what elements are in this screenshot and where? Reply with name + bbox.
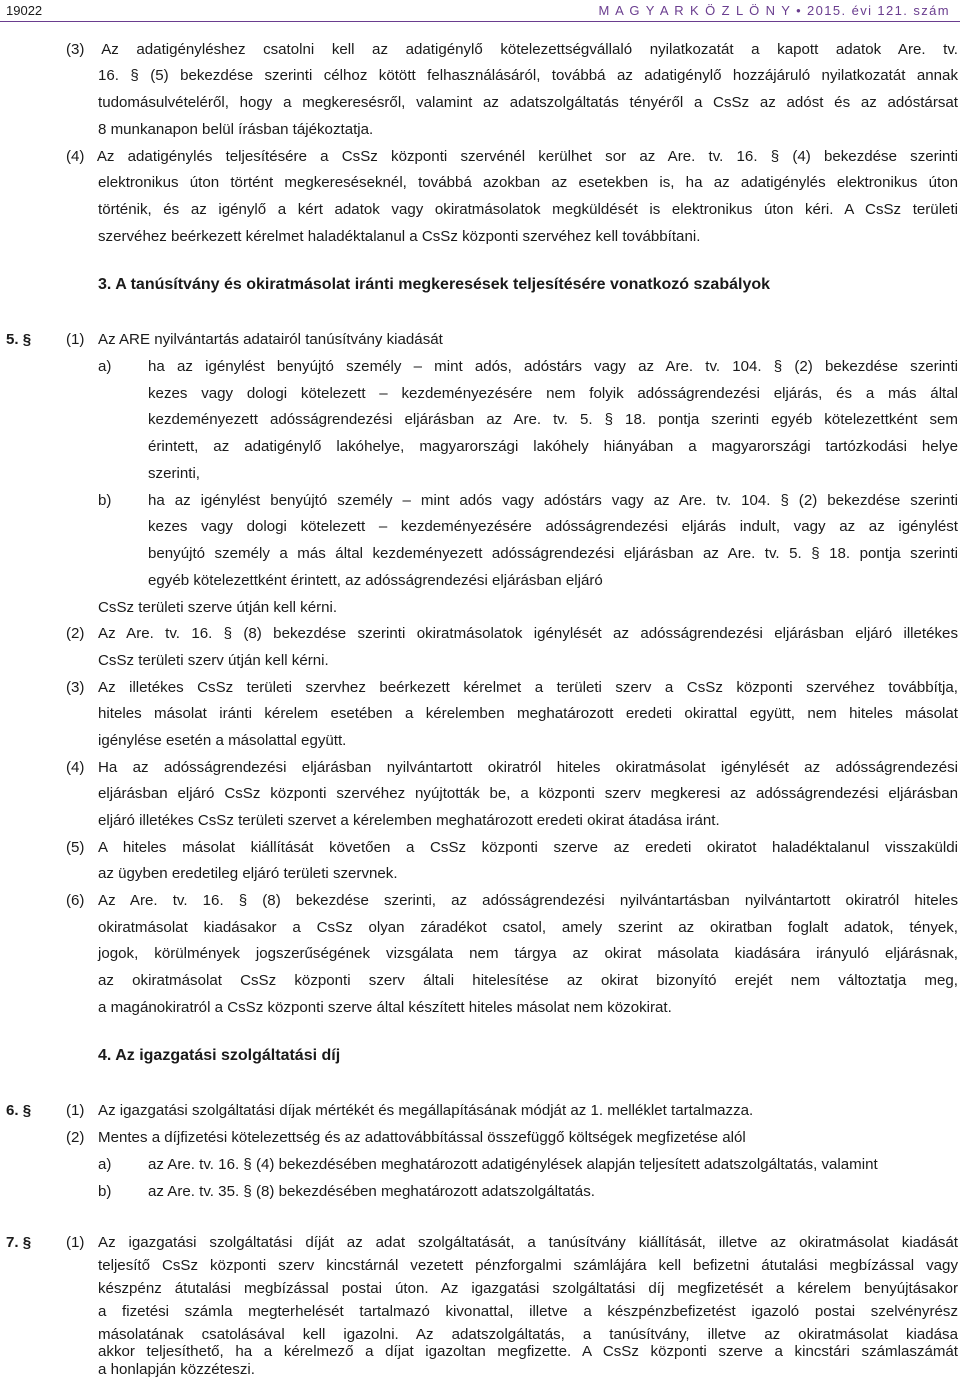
text-line: kezes vagy dologi kötelezett – kezdeményezésére nem folyik adósságrendezési eljárás, és a más által <box>148 385 958 402</box>
text-line: kezes vagy dologi kötelezett – kezdeményezésére adósságrendezési eljárás indult, vagy az az igénylést <box>148 518 958 535</box>
point-label: b) <box>98 492 112 509</box>
text-line: történik, és az igénylő a kért adatok vagy okiratmásolatok megküldését is elektronikus úton kéri. A CsSz területi <box>98 201 958 218</box>
page-header <box>0 0 960 22</box>
paragraph-number: (1) <box>66 331 85 348</box>
text-line: kezdeményezett adósságrendezési eljárásban az Are. tv. 5. § 18. pontja szerinti egyéb kötelezettként sem <box>148 411 958 428</box>
text-line: benyújtó személy a más által kezdeményezett adósságrendezési eljárásban az Are. tv. 5. § 18. pontja szerinti <box>148 545 958 562</box>
text-line: (3) Az adatigényléshez csatolni kell az adatigénylő kötelezettségvállaló nyilatkozatát a kapott adatok Are. tv. <box>66 41 958 58</box>
text-line: készpénz átutalási megbízással postai úton. Az igazgatási szolgáltatási díj megfizetését a kérelem benyújtásakor <box>98 1280 958 1297</box>
text-line: érintett, az adatigénylő lakóhelye, magyarországi lakóhely hiányában a magyarországi tartózkodási helye <box>148 438 958 455</box>
text-line: az Are. tv. 35. § (8) bekezdésében meghatározott adatszolgáltatás. <box>148 1183 595 1200</box>
text-line: CsSz területi szerv útján kell kérni. <box>98 652 329 669</box>
text-line: az ügyben eredetileg eljáró területi szervnek. <box>98 865 398 882</box>
text-line: a fizetési számla megterhelését tartalmazó kivonattal, illetve a készpénzbefizetést igazoló postai szelvényrész <box>98 1303 958 1320</box>
text-line: Az Are. tv. 16. § (8) bekezdése szerinti okiratmásolatok igénylését az adósságrendezési eljárásban eljáró illetékes <box>98 625 958 642</box>
text-line: szerinti, <box>148 465 201 482</box>
text-line: tudomásulvételéről, hogy a megkeresésről, valamint az adatszolgáltatás tényéről a CsSz az adóst és az adóstársat <box>98 94 958 111</box>
text-line: okiratmásolat kiadásakor a CsSz olyan záradékot csatol, amely szerint az okiratban foglalt adatok, tények, <box>98 919 958 936</box>
text-line: Az ARE nyilvántartás adatairól tanúsítvány kiadását <box>98 331 443 348</box>
chapter-heading-3: 3. A tanúsítvány és okiratmásolat iránti megkeresések teljesítésére vonatkozó szabályok <box>98 276 771 293</box>
text-line: Az illetékes CsSz területi szervhez beérkezett kérelmet a területi szerv a CsSz központi szervéhez továbbítja, <box>98 679 958 696</box>
section-number: 5. § <box>6 331 32 348</box>
text-line: jogok, körülmények jogszerűségének vizsgálata nem tárgya az okirat másolata kiadására irányuló eljárásnak, <box>98 945 958 962</box>
paragraph-number: (2) <box>66 625 85 642</box>
text-line: az Are. tv. 16. § (4) bekezdésében meghatározott adatigénylések alapján teljesített adatszolgáltatás, valamint <box>148 1156 878 1173</box>
text-line: teljesítő CsSz központi szerv kincstárnál vezetett pénzforgalmi számlájára kell befizetni átutalási megbízással vagy <box>98 1257 958 1274</box>
text-line: CsSz területi szerve útján kell kérni. <box>98 599 338 616</box>
text-line: ha az igénylést benyújtó személy – mint adós, adóstárs vagy az Are. tv. 104. § (2) bekezdése szerinti <box>148 358 958 375</box>
text-line: a honlapján közzéteszi. <box>98 1361 255 1378</box>
paragraph-number: (6) <box>66 892 85 909</box>
chapter-heading-4: 4. Az igazgatási szolgáltatási díj <box>98 1047 341 1064</box>
text-line: szervéhez beérkezett kérelmet haladéktalanul a CsSz központi szervéhez kell továbbítani. <box>98 228 701 245</box>
text-line: Az Are. tv. 16. § (8) bekezdése szerinti, az adósságrendezési nyilvántartásban nyilvántartott okiratról hiteles <box>98 892 958 909</box>
text-line: eljárásban eljáró CsSz központi szervéhez nyújtották be, a központi szerv megkeresi az adósságrendezési eljárásban <box>98 785 958 802</box>
paragraph-number: (2) <box>66 1129 85 1146</box>
text-line: egyéb kötelezettként érintett, az adósságrendezési eljárásban eljáró <box>148 572 603 589</box>
text-line: igénylése esetén a másolattal együtt. <box>98 732 347 749</box>
text-line: másolatának csatolásával kell igazolni. Az adatszolgáltatás, a tanúsítvány, illetve az okiratmásolat kiadása <box>98 1326 958 1343</box>
point-label: b) <box>98 1183 112 1200</box>
header-rule <box>0 21 960 22</box>
text-line: akkor teljesíthető, ha a kérelmező a díjat igazoltan megfizette. A CsSz központi szerve a kincstári számlaszámát <box>98 1343 958 1360</box>
paragraph-number: (1) <box>66 1102 85 1119</box>
text-line: Az igazgatási szolgáltatási díját az adat szolgáltatását, a tanúsítvány kiállítását, illetve az okiratmásolat kiadását <box>98 1234 958 1251</box>
text-line: 8 munkanapon belül írásban tájékoztatja. <box>98 121 374 138</box>
text-line: 16. § (5) bekezdése szerinti célhoz kötött felhasználásáról, továbbá az adatigénylő hozzájáruló nyilatkozatát annak <box>98 67 958 84</box>
section-number: 7. § <box>6 1234 32 1251</box>
text-line: Mentes a díjfizetési kötelezettség és az adattovábbítással összefüggő költségek megfizetése alól <box>98 1129 746 1146</box>
point-label: a) <box>98 358 112 375</box>
page-number: 19022 <box>6 3 43 18</box>
text-line: elektronikus úton történt megkereséseknél, továbbá azokban az esetekben is, ha az adatigénylés elektronikus úton <box>98 174 958 191</box>
text-line: a magánokiratról a CsSz központi szerve által készített hiteles másolat nem közokirat. <box>98 999 672 1016</box>
text-line: (4) Az adatigénylés teljesítésére a CsSz központi szervénél kerülhet sor az Are. tv. 16. § (4) bekezdése szerinti <box>66 148 958 165</box>
paragraph-number: (5) <box>66 839 85 856</box>
text-line: eljáró illetékes CsSz területi szervet a kérelemben meghatározott eredeti okirat átadása iránt. <box>98 812 720 829</box>
text-line: Az igazgatási szolgáltatási díjak mértékét és megállapításának módját az 1. melléklet tartalmazza. <box>98 1102 754 1119</box>
paragraph-number: (1) <box>66 1234 85 1251</box>
publication-title: M A G Y A R K Ö Z L Ö N Y • 2015. évi 121. szám <box>598 3 950 18</box>
paragraph-number: (4) <box>66 759 85 776</box>
text-line: A hiteles másolat kiállítását követően a CsSz központi szerve az eredeti okiratot haladéktalanul visszaküldi <box>98 839 958 856</box>
text-line: Ha az adósságrendezési eljárásban nyilvántartott okiratról hiteles okiratmásolat igénylését az adósságrendezési <box>98 759 958 776</box>
point-label: a) <box>98 1156 112 1173</box>
text-line: hiteles másolat iránti kérelem esetében a kérelemben meghatározott eredeti okirattal együtt, nem hiteles másolat <box>98 705 958 722</box>
text-line: az okiratmásolat CsSz központi szerv általi hitelesítése az okirat bizonyító erejét nem változtatja meg, <box>98 972 958 989</box>
text-line: ha az igénylést benyújtó személy – mint adós vagy adóstárs vagy az Are. tv. 104. § (2) bekezdése szerinti <box>148 492 958 509</box>
paragraph-number: (3) <box>66 679 85 696</box>
section-number: 6. § <box>6 1102 32 1119</box>
